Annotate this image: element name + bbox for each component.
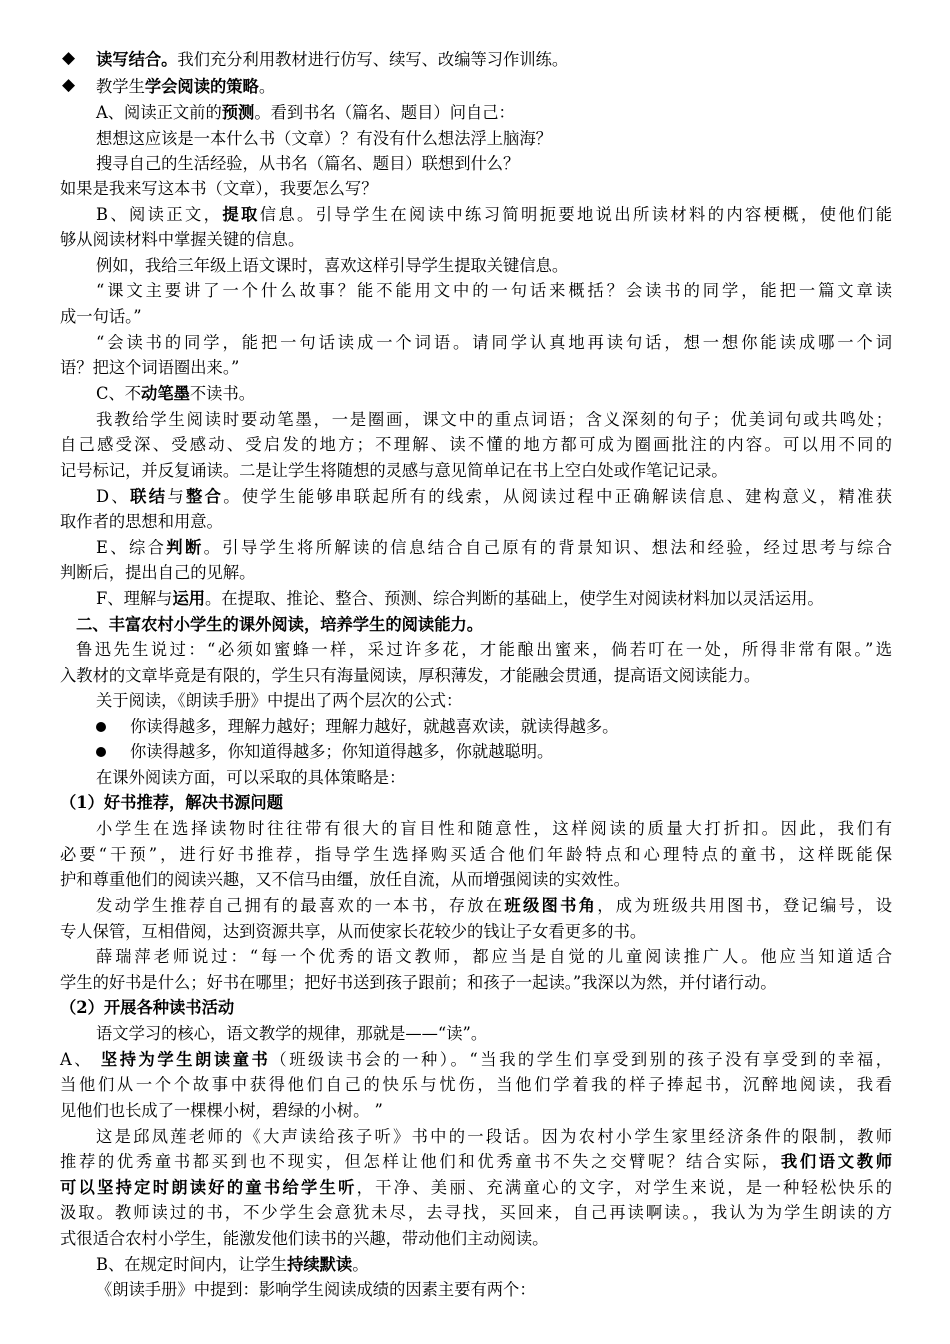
text-line	[96, 203, 892, 227]
text-line	[60, 459, 728, 483]
text-line	[60, 920, 646, 944]
text-run: 记号标记，并反复诵读。二是让学生将随想的灵感与意见简单记在书上空白处或作笔记记录。	[60, 461, 728, 480]
text-run: ，成为班级共用图书，登记编号，设	[597, 896, 892, 915]
text-run: 见他们也长成了一棵棵小树，碧绿的小树。 ”	[60, 1101, 383, 1120]
text-run: 鲁迅先生说过：“必须如蜜蜂一样，采过许多花，才能酿出蜜来，倘若叮在一处，所得非常有限。”选	[76, 640, 892, 659]
text-run: 取作者的思想和用意。	[60, 512, 223, 531]
text-run: 这是邱凤莲老师的《大声读给孩子听》书中的一段话。因为农村小学生家里经济条件的限制，教师	[96, 1127, 892, 1146]
text-line	[96, 48, 568, 72]
text-run: 够从阅读材料中掌握关键的信息。	[60, 230, 305, 249]
text-run: 与	[167, 487, 186, 506]
text-run: 不读书。	[189, 384, 256, 403]
bold-text: 运用	[172, 589, 206, 608]
text-run: “会读书的同学，能把一句话读成一个词语。请同学认真地再读句话，想一想你能读成哪一个词	[96, 333, 892, 352]
bold-text: 整合	[185, 487, 224, 506]
text-line	[60, 1150, 892, 1174]
bold-text: 二、丰富农村小学生的课外阅读，培养学生的阅读能力。	[76, 615, 484, 634]
bold-text: 可以坚持定时朗读好的童书给学生听	[60, 1178, 357, 1197]
bold-text: （2）开展各种读书活动	[60, 998, 235, 1017]
text-run: 护和尊重他们的阅读兴趣，又不信马由缰，放任自流，从而增强阅读的实效性。	[60, 870, 630, 889]
text-run: 《朗读手册》中提到：影响学生阅读成绩的因素主要有两个：	[96, 1280, 536, 1299]
text-line	[76, 613, 483, 637]
text-run: 如果是我来写这本书（文章），我要怎么写？	[60, 179, 378, 198]
text-line	[130, 715, 618, 739]
text-line	[60, 433, 892, 457]
text-run: 我们充分利用教材进行仿写、续写、改编等习作训练。	[177, 50, 569, 69]
text-line	[96, 536, 892, 560]
text-line	[96, 254, 568, 278]
text-run: 关于阅读，《朗读手册》中提出了两个层次的公式：	[96, 691, 463, 710]
text-run: （班级读书会的一种）。“当我的学生们享受到别的孩子没有享受到的幸福，	[270, 1050, 893, 1069]
bold-text: 动笔墨	[141, 384, 190, 403]
text-line	[60, 1073, 892, 1097]
text-line	[60, 228, 304, 252]
bold-text: 持续默读	[287, 1255, 353, 1274]
text-run: A、阅读正文前的	[96, 103, 222, 122]
text-run: 必要“干预”，进行好书推荐，指导学生选择购买适合他们年龄特点和心理特点的童书，这样既能保	[60, 845, 892, 864]
text-run: 当他们从一个个故事中获得他们自己的快乐与忧伤，当他们学着我的样子捧起书，沉醉地阅读，我看	[60, 1075, 892, 1094]
text-line	[96, 1278, 536, 1302]
text-run: 你读得越多，你知道得越多；你知道得越多，你就越聪明。	[130, 742, 554, 761]
text-line	[60, 664, 760, 688]
text-run: 式很适合农村小学生，能激发他们读书的兴趣，带动他们主动阅读。	[60, 1229, 549, 1248]
text-line	[96, 382, 255, 406]
text-run: 薛瑞萍老师说过：“每一个优秀的语文教师，都应当是自觉的儿童阅读推广人。他应当知道适合	[96, 947, 892, 966]
text-line	[96, 101, 515, 125]
bold-text: （1）好书推荐，解决书源问题	[60, 793, 283, 812]
text-line	[96, 587, 824, 611]
text-line	[96, 485, 892, 509]
text-run: 小学生在选择读物时往往带有很大的盲目性和随意性，这样阅读的质量大打折扣。因此，我们有	[96, 819, 892, 838]
text-line	[60, 996, 234, 1020]
text-run: B、在规定时间内，让学生	[96, 1255, 288, 1274]
text-run: 。使学生能够串联起所有的线索，从阅读过程中正确解读信息、建构意义，精准获	[223, 487, 892, 506]
diamond-bullet-icon: ◆	[62, 48, 76, 68]
text-line	[96, 945, 892, 969]
text-run: ，干净、美丽、充满童心的文字，对学生来说，是一种轻松快乐的	[356, 1178, 892, 1197]
text-line	[60, 177, 377, 201]
text-run: 你读得越多，理解力越好；理解力越好，就越喜欢读，就读得越多。	[130, 717, 619, 736]
text-line	[96, 1253, 369, 1277]
text-line	[96, 75, 275, 99]
text-line	[60, 356, 239, 380]
bold-text: 预测	[221, 103, 255, 122]
text-run: C、不	[96, 384, 142, 403]
bold-text: 提取	[222, 205, 260, 224]
text-run: 语文学习的核心，语文教学的规律，那就是——“读”。	[96, 1024, 488, 1043]
text-run: 专人保管，互相借阅，达到资源共享，从而使家长花较少的钱让子女看更多的书。	[60, 922, 647, 941]
text-run: A、	[60, 1050, 101, 1069]
text-run: 教学生	[96, 77, 145, 96]
text-run: 学生的好书是什么；好书在哪里；把好书送到孩子跟前；和孩子一起读。”我深以为然，并付诸行动。	[60, 973, 777, 992]
text-line	[96, 1022, 487, 1046]
text-line	[96, 408, 892, 432]
text-line	[96, 331, 892, 355]
round-bullet-icon	[96, 747, 106, 757]
text-line	[96, 894, 892, 918]
text-line	[60, 305, 142, 329]
diamond-bullet-icon: ◆	[62, 75, 76, 95]
bold-text: 联结	[130, 487, 168, 506]
text-line	[60, 561, 255, 585]
text-line	[60, 1201, 892, 1225]
text-run: 。	[352, 1255, 369, 1274]
text-run: 。	[258, 77, 276, 96]
text-run: 判断后，提出自己的见解。	[60, 563, 256, 582]
text-run: 例如，我给三年级上语文课时，喜欢这样引导学生提取关键信息。	[96, 256, 569, 275]
text-run: 发动学生推荐自己拥有的最喜欢的一本书，存放在	[96, 896, 505, 915]
text-run: 推荐的优秀童书都买到也不现实，但怎样让他们和优秀童书不失之交臂呢？结合实际，	[60, 1152, 781, 1171]
text-run: D、	[96, 487, 131, 506]
text-run: F、理解与	[96, 589, 173, 608]
text-line	[130, 740, 553, 764]
text-run: 语？把这个词语圈出来。”	[60, 358, 240, 377]
bold-text: 读写结合。	[96, 50, 178, 69]
text-line	[76, 638, 892, 662]
bold-text: 坚持为学生朗读童书	[100, 1050, 271, 1069]
text-run: 我教给学生阅读时要动笔墨，一是圈画，课文中的重点词语；含义深刻的句子；优美词句或共鸣处；	[96, 410, 892, 429]
text-line	[96, 279, 892, 303]
text-line	[60, 510, 223, 534]
text-run: 搜寻自己的生活经验，从书名（篇名、题目）联想到什么？	[96, 154, 520, 173]
bold-text: 班级图书角	[504, 896, 598, 915]
bold-text: 我们语文教师	[780, 1152, 892, 1171]
text-run: 。看到书名（篇名、题目）问自己：	[254, 103, 515, 122]
text-line	[60, 1176, 892, 1200]
bold-text: 判断	[166, 538, 204, 557]
text-line	[96, 1125, 892, 1149]
text-line	[96, 152, 519, 176]
text-run: 入教材的文章毕竟是有限的，学生只有海量阅读，厚积薄发，才能融会贯通，提高语文阅读能力。	[60, 666, 761, 685]
text-run: 想想这应该是一本什么书（文章）？有没有什么想法浮上脑海？	[96, 129, 552, 148]
text-line	[60, 791, 283, 815]
bold-text: 学会阅读的策略	[144, 77, 259, 96]
text-run: 信息。引导学生在阅读中练习简明扼要地说出所读材料的内容梗概，使他们能	[259, 205, 892, 224]
text-run: 。在提取、推论、整合、预测、综合判断的基础上，使学生对阅读材料加以灵活运用。	[205, 589, 824, 608]
round-bullet-icon	[96, 722, 106, 732]
text-run: 在课外阅读方面，可以采取的具体策略是：	[96, 768, 406, 787]
text-line	[60, 1099, 383, 1123]
text-run: 汲取。教师读过的书，不少学生会意犹未尽，去寻找，买回来，自己再读啊读。，我认为为学生朗读的方	[60, 1203, 892, 1222]
text-run: E、综合	[96, 538, 167, 557]
text-line	[60, 1048, 892, 1072]
text-run: 自己感受深、受感动、受启发的地方；不理解、读不懂的地方都可成为圈画批注的内容。可以用不同的	[60, 435, 892, 454]
text-run: 成一句话。”	[60, 307, 142, 326]
text-run: “课文主要讲了一个什么故事？能不能用文中的一句话来概括？会读书的同学，能把一篇文章读	[96, 281, 892, 300]
text-run: 。引导学生将所解读的信息结合自己原有的背景知识、想法和经验，经过思考与综合	[203, 538, 892, 557]
text-line	[60, 868, 630, 892]
text-line	[60, 1227, 548, 1251]
text-line	[60, 843, 892, 867]
text-line	[96, 817, 892, 841]
text-line	[96, 766, 405, 790]
text-line	[96, 127, 552, 151]
text-run: B、阅读正文，	[96, 205, 223, 224]
text-line	[60, 971, 777, 995]
text-line	[96, 689, 462, 713]
